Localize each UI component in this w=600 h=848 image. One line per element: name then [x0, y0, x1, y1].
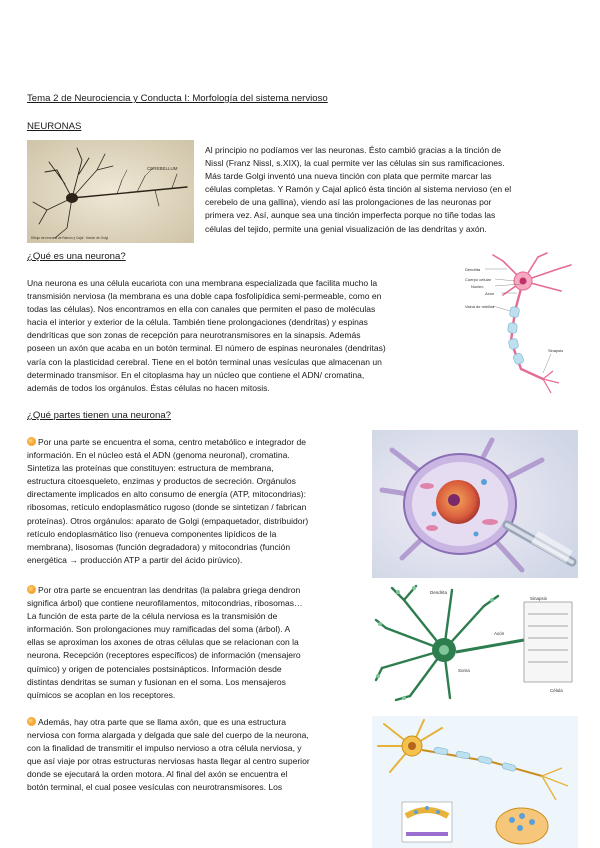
paragraph-line: químicos se acoplan en los receptores.: [27, 689, 176, 700]
heading-neuronas: NEURONAS: [27, 121, 82, 132]
paragraph-line: transmisión nerviosa (la membrana es una doble capa fosfolipídica semi-permeable, como en: [27, 291, 382, 302]
paragraph-line: ellas se aproximan los axones de otras células que se relacionan con la: [27, 637, 299, 648]
paragraph-line: Una neurona es una célula eucariota con una membrana especializada que facilita mucho la: [27, 278, 378, 288]
paragraph-line: Por una parte se encuentra el soma, centro metabólico e integrador de: [27, 436, 367, 449]
paragraph-line: estructura citoesqueleto, enzimas y productos de secreción. Orgánulos: [27, 476, 296, 487]
paragraph-line: cerebelo de una gallina), viendo así las prolongaciones de las neuronas por: [205, 197, 492, 208]
axon-synapse-illustration: [372, 716, 578, 848]
paragraph-line: distintas dendritas se suman y fusionan en el soma. Los mensajeros: [27, 676, 286, 687]
dendritas-paragraph: [27, 584, 367, 702]
paragraph-line: primera vez. Así, aunque sea una tinción imperfecta porque no tiñe todas las: [205, 210, 496, 221]
flower-bullet-icon: [27, 585, 36, 594]
soma-cell-illustration: [372, 430, 578, 578]
paragraph-line: nerviosa con forma alargada y delgada que sale del cuerpo de la neurona,: [27, 730, 309, 741]
label-nucleo: Núcleo: [471, 284, 484, 289]
paragraph-line: membrana), lisosomas (función degradadora) y mitocondrias (función: [27, 541, 291, 552]
label-vaina-mielina: Vaina de mielina: [465, 304, 495, 309]
label-sinapsis: Sinapsis: [548, 348, 564, 353]
dendrite-diagram: [374, 580, 578, 702]
paragraph-line: significa árbol) que contiene neurofilamentos, mitocondrias, ribosomas…: [27, 598, 303, 609]
label-cuerpo-celular: Cuerpo celular: [465, 277, 492, 282]
paragraph-line: dendríticas que son zonas de recepción para neurotransmisores en la sinapsis. Además: [27, 330, 361, 341]
axon-paragraph: [27, 716, 367, 795]
paragraph-line: información. En el núcleo está el ADN (genoma neuronal), cromatina.: [27, 450, 290, 461]
paragraph-line: información. Son prolongaciones muy ramificadas del soma (árbol). A: [27, 624, 291, 635]
paragraph-line: neurona. Recepción (receptores específicos) de información (mensajero: [27, 650, 301, 661]
paragraph-line: La función de esta parte de la célula nerviosa es la transmisión de: [27, 611, 278, 622]
paragraph-line: Sintetiza las proteínas que constituyen: estructura de membrana,: [27, 463, 274, 474]
paragraph-line: Nissl (Franz Nissl, s.XIX), la cual permite ver las células sin sus ramificaciones.: [205, 158, 505, 169]
golgi-neuron-photo: [27, 140, 194, 243]
label-dendrita: Dendrita: [465, 267, 481, 272]
paragraph-line: células completas. Y Ramón y Cajal aplicó ésta tinción al sistema nervioso (en el: [205, 184, 512, 195]
paragraph-line: además de todos los orgánulos. Éstas células no hacen mitosis.: [27, 382, 270, 393]
dendrite-label-soma: Soma: [458, 668, 470, 673]
paragraph-line: que así viaje por otras estructuras nerviosas hasta llegar al centro superior: [27, 756, 310, 767]
heading-partes-neurona: ¿Qué partes tienen una neurona?: [27, 410, 172, 421]
paragraph-line: químico) y origen de potenciales postsinápticos. Información desde: [27, 663, 282, 674]
document-title: Tema 2 de Neurociencia y Conducta I: Morfología del sistema nervioso: [27, 93, 328, 104]
golgi-photo-caption: Dibujo de neurona de Ramón y Cajal · tinción de Golgi: [31, 236, 109, 240]
paragraph-line: Al principio no podíamos ver las neuronas. Ésto cambió gracias a la tinción de: [205, 145, 501, 155]
flower-bullet-icon: [27, 437, 36, 446]
neuronas-intro: [205, 144, 585, 236]
paragraph-line: Más tarde Golgi inventó una nueva tinción con plata que permite marcar las: [205, 171, 492, 182]
paragraph-line: energética → producción ATP a partir del ácido pirúvico).: [27, 554, 243, 565]
que-es-body: [27, 277, 457, 395]
paragraph-line: determinado transmisor. En el citoplasma hay un núcleo que contiene el ADN/ cromatina,: [27, 369, 365, 380]
flower-bullet-icon: [27, 717, 36, 726]
golgi-photo-label: CEREBELLUM: [147, 166, 178, 171]
paragraph-line: todas las células). Nos encontramos en ella con canales que permiten el paso de moléculas: [27, 304, 376, 315]
paragraph-line: ribosomas, retículo endoplasmático rugoso (donde se sintetizan / fabrican: [27, 502, 307, 513]
paragraph-line: con la finalidad de transmitir el impulso nervioso a otra célula nerviosa, y: [27, 743, 302, 754]
paragraph-line: varía con la plasticidad cerebral. Tiene en el botón terminal unas vesículas que almacenan un: [27, 356, 382, 367]
label-axon: Axón: [485, 291, 495, 296]
dendrite-label-dendrita: Dendrita: [430, 590, 448, 595]
paragraph-line: directamente implicados en alto consumo de energía (ATP, mitocondrias):: [27, 489, 307, 500]
paragraph-line: poseen un axón que acaba en un botón terminal. El número de espinas neuronales (dendritas): [27, 343, 386, 354]
heading-que-es-neurona: ¿Qué es una neurona?: [27, 251, 126, 262]
paragraph-line: células del tejido, permite una genial visualización de las dendritas y axón.: [205, 223, 487, 234]
dendrite-label-celula: Célula: [550, 688, 563, 693]
paragraph-line: Por otra parte se encuentran las dendritas (la palabra griega dendron: [27, 584, 367, 597]
soma-paragraph: [27, 436, 367, 567]
paragraph-line: Además, hay otra parte que se llama axón, que es una estructura: [27, 716, 367, 729]
dendrite-label-axon: Axón: [494, 631, 505, 636]
paragraph-line: retículo endoplasmático liso (renueva componentes lipídicos de la: [27, 528, 277, 539]
paragraph-line: proteínas). Otros orgánulos: aparato de Golgi (empaquetador, distribuidor): [27, 515, 309, 526]
paragraph-line: botón terminal, el cual posee vesículas con neurotransmisores. Los: [27, 782, 283, 793]
neuron-diagram: [463, 251, 576, 399]
paragraph-line: hacia el interior y exterior de la célula. También tiene prolongaciones (dendritas) y espinas: [27, 317, 368, 328]
paragraph-line: donde se ejecutará la orden motora. Al final del axón se encuentra el: [27, 769, 288, 780]
dendrite-label-sinapsis: Sinapsis: [530, 596, 548, 601]
